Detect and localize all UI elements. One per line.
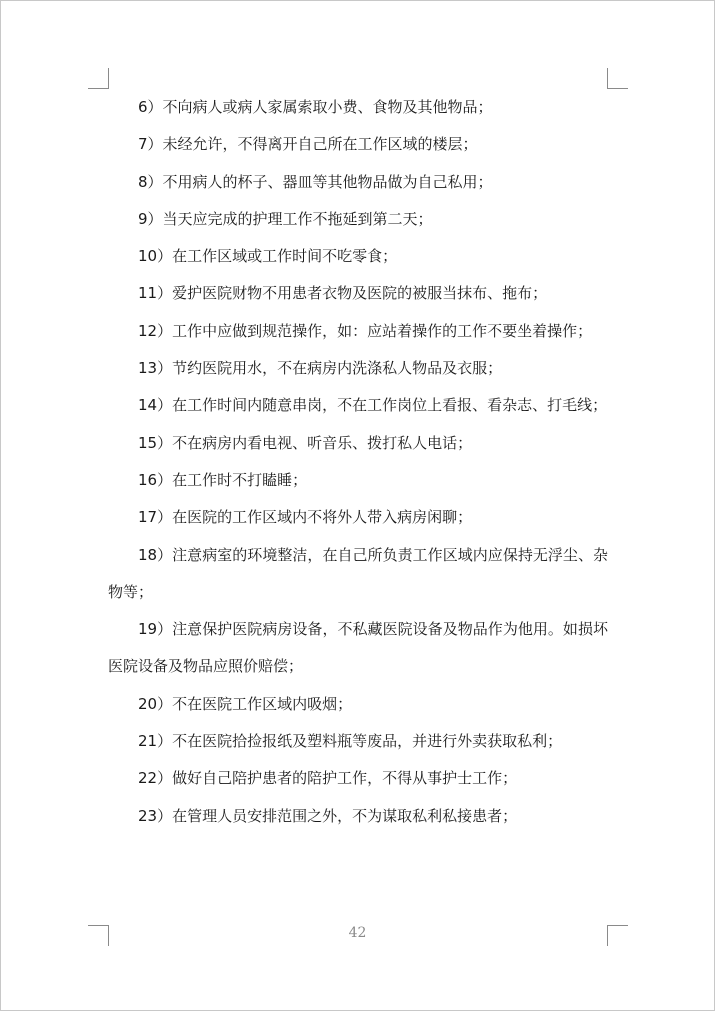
page-number: 42: [348, 925, 367, 941]
rule-item-13: 13）节约医院用水，不在病房内洗涤私人物品及衣服；: [138, 359, 503, 378]
rule-item-16: 16）在工作时不打瞌睡；: [138, 470, 308, 489]
rule-item-23: 23）在管理人员安排范围之外，不为谋取私利私接患者；: [138, 806, 518, 825]
rule-item-21: 21）不在医院拾捡报纸及塑料瓶等废品，并进行外卖获取私利；: [138, 732, 563, 751]
rule-item-20: 20）不在医院工作区域内吸烟；: [138, 694, 353, 713]
rule-item-12: 12）工作中应做到规范操作，如：应站着操作的工作不要坐着操作；: [138, 321, 593, 340]
rule-item-10: 10）在工作区域或工作时间不吃零食；: [138, 247, 398, 266]
rule-item-9: 9）当天应完成的护理工作不拖延到第二天；: [138, 209, 433, 228]
margin-mark-top-right: [607, 68, 628, 89]
rule-item-15: 15）不在病房内看电视、听音乐、拨打私人电话；: [138, 433, 473, 452]
rule-item-22: 22）做好自己陪护患者的陪护工作，不得从事护士工作；: [138, 769, 518, 788]
rule-item-7: 7）未经允许，不得离开自己所在工作区域的楼层；: [138, 135, 478, 154]
rule-item-17: 17）在医院的工作区域内不将外人带入病房闲聊；: [138, 508, 473, 527]
document-body: [108, 89, 608, 835]
rule-item-8: 8）不用病人的杯子、器皿等其他物品做为自己私用；: [138, 172, 493, 191]
rule-item-19: 19）注意保护医院病房设备，不私藏医院设备及物品作为他用。如损坏医院设备及物品应照价赔偿；: [108, 620, 608, 676]
rule-item-14: 14）在工作时间内随意串岗，不在工作岗位上看报、看杂志、打毛线；: [138, 396, 608, 415]
rule-item-6: 6）不向病人或病人家属索取小费、食物及其他物品；: [138, 98, 493, 116]
rule-item-11: 11）爱护医院财物不用患者衣物及医院的被服当抹布、拖布；: [138, 284, 548, 303]
rule-item-18: 18）注意病室的环境整洁，在自己所负责工作区域内应保持无浮尘、杂物等；: [108, 545, 608, 601]
margin-mark-top-left: [88, 68, 109, 89]
